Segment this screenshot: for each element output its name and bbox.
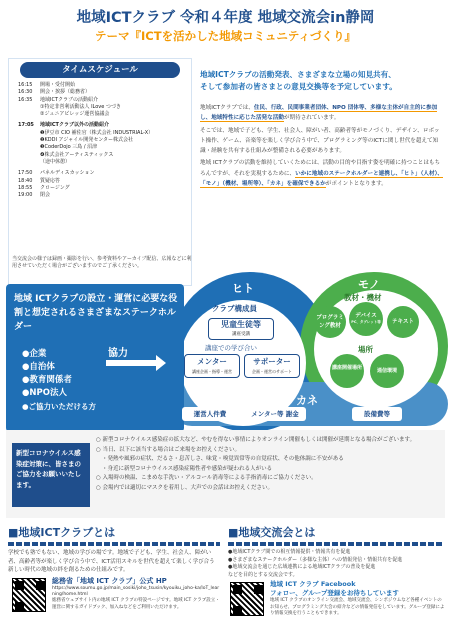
facebook-qr-code[interactable]: [230, 582, 264, 616]
notice-item: ○ 当日、以下に該当する場合はご来場をお控えください。: [96, 446, 241, 453]
schedule-time: [18, 137, 40, 144]
notice-list: [96, 436, 444, 493]
schedule-row: [18, 89, 188, 96]
schedule-text: （途中休憩）: [40, 158, 71, 165]
schedule-time: 18:40: [18, 177, 33, 184]
about-club-section: [8, 524, 220, 575]
schedule-text: 地域ICTクラブ以外の活動紹介: [40, 122, 109, 129]
notice-item: ・発熱や風邪の症状、だるさ・息苦しさ、味覚・嗅覚異常等の自覚症状、その他体調に不安がある: [102, 456, 344, 462]
facility-box: 設備費等: [352, 407, 402, 421]
schedule-text: 開場・受付開始: [40, 82, 76, 88]
stakeholder-item: ●教育関係者: [22, 375, 72, 385]
venue-label: 講座開催場所: [331, 365, 362, 371]
about-event-item: などを目的とする交流会です。: [228, 571, 298, 578]
schedule-row: [18, 152, 188, 159]
club-site-desc: 総務省ウェブサイト内の地域 ICT クラブの特設ページです。地域 ICT クラブ設立・運営に関するガイドブック、加入ねなどをご利用いただけます。: [52, 598, 220, 610]
schedule-text: ①特定非営利活動法人 ILove つづき: [40, 103, 121, 110]
schedule-time: 18:55: [18, 184, 33, 191]
supporter-card: [244, 354, 300, 378]
schedule-list: [18, 82, 188, 199]
facebook-info: [270, 580, 446, 618]
device-bubble: [349, 302, 383, 336]
schedule-text: ❷KDDI アジャイル開発センター株式会社: [40, 137, 134, 144]
network-bubble: [370, 354, 404, 388]
notice-covid-box: 新型コロナウイルス感染症対策に、皆さまのご協力をお願いいたします。: [12, 443, 90, 507]
schedule-time: 16:15: [18, 82, 33, 88]
facebook-desc: 地域 ICT クラブのオンライン交流会、地域交流会、シンポジウムなど各種イベントのお知らせ、プログラミング大会の紹介などの情報発信をしています。グループ登録により情報交換を行うこともできます。: [270, 598, 445, 616]
schedule-text: 質疑応答: [40, 177, 61, 184]
notice-item: ・身近に新型コロナウイルス感染症陽性者や感染が疑われる人がいる: [102, 465, 273, 472]
schedule-text: クロージング: [40, 184, 70, 191]
labor-box: 運営人件費: [182, 407, 238, 421]
schedule-heading: タイムスケジュール: [20, 62, 180, 78]
text-label: テキスト: [392, 319, 414, 325]
mentor-label: メンター: [197, 357, 227, 366]
text-bubble: [387, 306, 419, 338]
schedule-time: [18, 152, 40, 159]
club-site-info: [52, 576, 220, 611]
schedule-text: 地域ICTクラブの活動紹介: [40, 96, 99, 103]
students-sublabel: 講座受講: [232, 332, 250, 337]
about-event-divider: [228, 542, 444, 546]
students-label: 児童生徒等: [221, 320, 261, 329]
schedule-row: [18, 122, 188, 129]
about-event-list: [228, 549, 444, 579]
about-event-title: ■地域交流会とは: [228, 526, 316, 539]
about-event-section: [228, 524, 444, 579]
schedule-row: [18, 130, 188, 137]
stakeholder-item: ●ご協力いただける方: [22, 402, 97, 411]
square-icon: ■: [228, 526, 239, 539]
prog-kit-bubble: [314, 306, 346, 338]
schedule-row: [18, 144, 188, 151]
schedule-time: 16:30: [18, 89, 33, 96]
schedule-time: 19:00: [18, 192, 33, 199]
stakeholder-list: [22, 348, 96, 413]
schedule-time: [18, 159, 40, 166]
about-club-body: 学校でも塾でもない、地域の学びの場です。地域で子ども、学生、社会人、障がい者、高齢者等が楽しく学び合う中で、ICT活用スキルを世代を超えて楽しく学び合う新しい時代の地域の絆を創るための仕組みです。: [8, 550, 215, 573]
square-icon: ■: [8, 526, 19, 539]
intro-p3b: いかに地域のステークホルダーと連携し、「ヒト」（人材）、「モノ」（機材、場所等）、「カネ」を確保できるか: [200, 170, 443, 188]
page-subtitle: テーマ『ICTを活かした地域コミュニティづくり』: [95, 29, 356, 43]
schedule-time: [18, 144, 40, 151]
notice-item: ○ 入場時の検温、こまめな手洗い・アルコール消毒等による手指消毒にご協力ください。: [96, 475, 317, 481]
schedule-text: ❶伊豆市 CIO 補佐官（株式会社 INDUSTRIAL-X）: [40, 129, 154, 136]
stakeholder-item: ●企業: [22, 349, 47, 359]
about-event-item: ●さまざまなステークホルダー（多様な主体）への情報発信・情報共有を促進: [228, 556, 403, 563]
intro-p2: そこでは、地域で子ども、学生、社会人、障がい者、高齢者等がモノづくり、デザイン、ロボット操作、ゲーム、音楽等を楽しく学び合う中で、プログラミング等のICTに関し世代を超えて知識・経験を共有する仕組みが整備される必要があります。: [200, 127, 440, 155]
equipment-label: 教材・機材: [344, 293, 382, 302]
mentor-sublabel: 講座企画・指導・運営: [192, 369, 232, 374]
intro-p1c: が期待されています。: [283, 115, 340, 122]
hito-label: ヒト: [232, 282, 254, 295]
kane-label: カネ: [296, 394, 318, 407]
honor-box: メンター等 謝金: [244, 407, 306, 421]
schedule-note: 当交流会の様子は録画・撮影を行い、参考資料やアーカイブ配信、広報などに利用させていただく場合がございますのでご了承ください。: [12, 256, 192, 269]
about-club-divider: [8, 542, 220, 546]
schedule-row: [18, 170, 188, 177]
device-sublabel: PC、タブレット等: [351, 320, 381, 324]
facebook-title: 地域 ICT クラブ Facebook: [270, 580, 356, 588]
intro-headline: [200, 69, 445, 93]
schedule-row: [18, 159, 188, 166]
schedule-text: ❸CoderDojo 三島 / 沼津: [40, 144, 98, 151]
page-title: 地域ICTクラブ 令和４年度 地域交流会in静岡: [76, 10, 375, 26]
intro-headline-line2: そして参加者の皆さまとの意見交換等を予定しています。: [200, 82, 397, 91]
schedule-time: 17:05: [18, 122, 34, 129]
schedule-text: 閉会: [40, 192, 51, 199]
students-card: [208, 318, 274, 340]
supporter-label: サポーター: [253, 357, 291, 366]
venue-bubble: [330, 354, 364, 388]
schedule-text: ❹株式会社アーティスティックス: [40, 151, 114, 158]
notice-item: ○ 新型コロナウイルス感染症の拡大など、やむを得ない事情によりオンライン開催もしくは開催が延期となる場合がございます。: [96, 437, 416, 443]
learning-label: 講座での学び合い: [205, 344, 257, 352]
club-site-label: 総務省「地域 ICT クラブ」公式 HP: [52, 577, 167, 585]
cooperation-arrowhead-icon: [156, 355, 166, 371]
schedule-text: ②ジュニアビレッジ運営協議会: [40, 111, 110, 118]
device-label: デバイス: [355, 313, 377, 319]
about-event-item: ●地域ICTクラブ間での相互情報提供・情報共有を促進: [228, 549, 351, 555]
schedule-row: [18, 192, 188, 199]
facebook-subtitle: フォロー、グループ登録をお待ちしています: [270, 589, 399, 597]
mentor-card: [184, 354, 240, 378]
about-event-item: ●地域交流会を通じた広域連携による地域ICTクラブの普及を促進: [228, 564, 376, 570]
club-site-url[interactable]: https://www.soumu.go.jp/main_sosiki/joho_tsusin/kyouiku_joho-ka/IoT_learning/home.html: [52, 586, 220, 597]
network-label: 通信環境: [376, 368, 397, 374]
about-club-title: ■地域ICTクラブとは: [8, 526, 116, 539]
cooperation-arrow-icon: [106, 360, 158, 366]
schedule-text: パネルディスカッション: [40, 170, 95, 177]
cooperation-label: 協力: [108, 348, 128, 359]
place-label: 場所: [358, 345, 373, 354]
intro-headline-line1: 地域ICTクラブの活動発表、さまざまな立場の知見共有、: [200, 70, 396, 79]
club-site-qr-code[interactable]: [12, 578, 46, 612]
stakeholder-item: ●NPO法人: [22, 388, 67, 398]
mono-label: モノ: [358, 278, 380, 291]
stakeholder-title: 地域 ICTクラブの設立・運営に必要な役割と想定されるさまざまなステークホルダー: [14, 294, 178, 332]
schedule-time: [18, 130, 40, 137]
schedule-row: [18, 97, 188, 104]
schedule-time: [18, 104, 40, 111]
supporter-sublabel: 企画・運営のサポート: [252, 369, 292, 374]
intro-p3c: がポイントとなります。: [325, 181, 387, 188]
notice-item: ○ 会場内では適切にマスクを着用し、大声での会話はお控えください。: [96, 484, 274, 491]
intro-p3a: 地域 ICTクラブの活動を維持していくためには、活動の目的や目指す姿を明確に持つことはもちろんですが、それを実現するために、: [200, 160, 441, 177]
intro-p1a: 地域ICTクラブでは、: [200, 105, 254, 111]
intro-p1b: 住民、行政、民間事業者団体、NPO 団体等、多様な主体が自主的に参加し、地域特性に応じた活発な活動: [200, 105, 438, 122]
club-members-label: クラブ構成員: [212, 304, 257, 313]
schedule-row: [18, 111, 188, 118]
prog-kit-label: プログラミング教材: [316, 315, 344, 329]
schedule-text: 開会・挨拶（総務省）: [40, 89, 91, 96]
schedule-row: [18, 178, 188, 185]
schedule-time: 16:35: [18, 96, 33, 103]
stakeholder-item: ●自治体: [22, 362, 55, 372]
schedule-time: [18, 111, 40, 118]
schedule-time: 17:50: [18, 170, 33, 177]
intro-body: [200, 103, 445, 191]
